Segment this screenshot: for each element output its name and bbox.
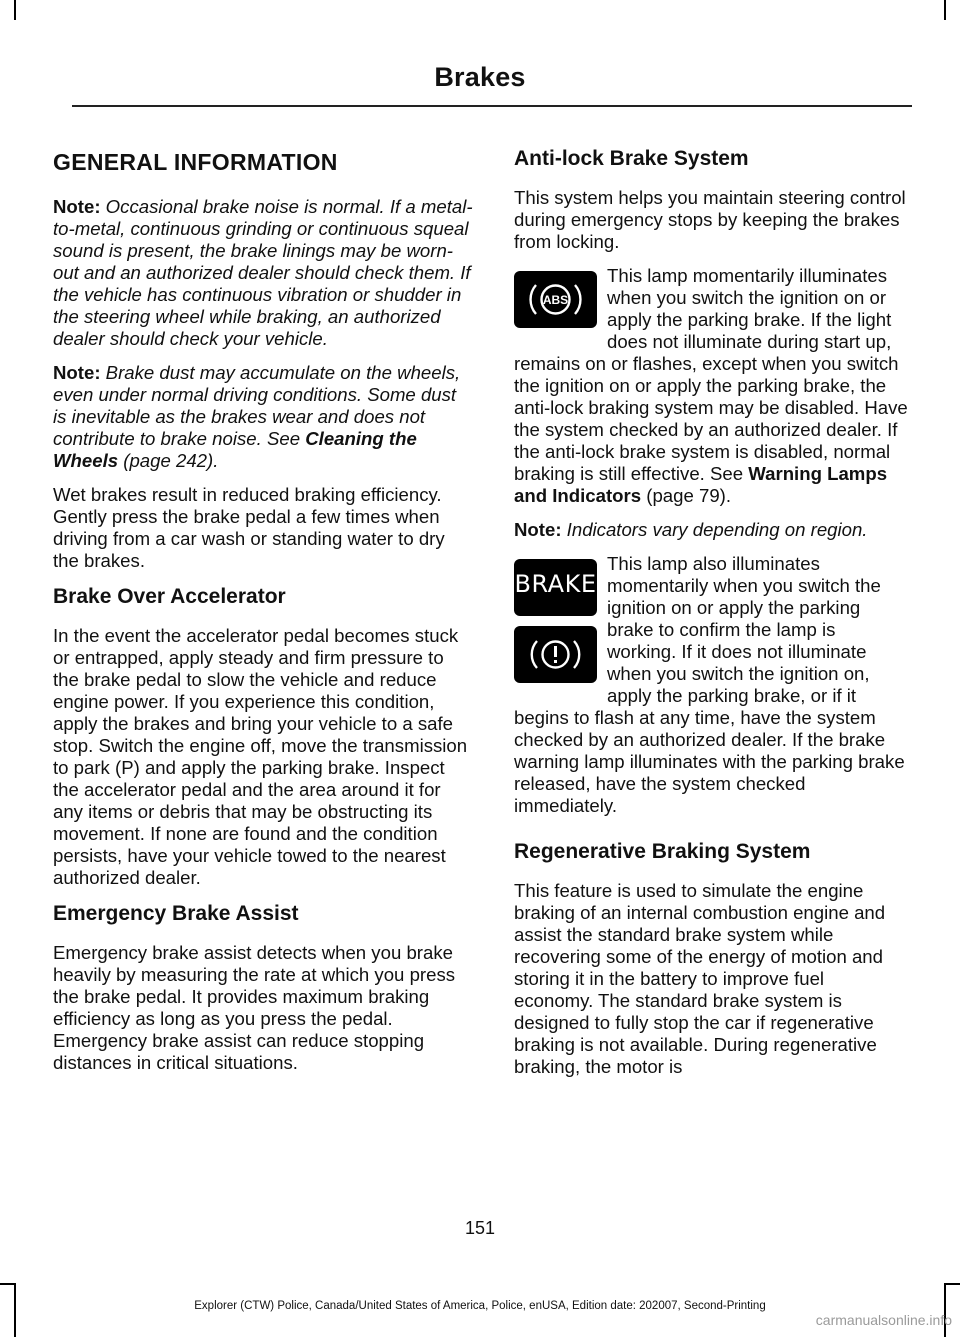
- note-text: Brake dust may accumulate on the wheels, even under normal driving conditions. Some dust is inevitable as the brakes wear and does not contribute to brake noise. See: [53, 362, 461, 449]
- brake-warning-lamp-icon: [514, 626, 597, 683]
- section-heading-general-information: GENERAL INFORMATION: [53, 149, 338, 175]
- paragraph-wet-brakes: Wet brakes result in reduced braking efficiency. Gently press the brake pedal a few times when driving from a car wash or standing water to dry the brakes.: [53, 484, 445, 571]
- brake-icon-label: BRAKE: [514, 570, 597, 598]
- paragraph-emergency-brake-assist: Emergency brake assist detects when you brake heavily by measuring the rate at which you press the brake pedal. It provides maximum braking efficiency as long as you press the pedal. Emergency brake assist can reduce stopping distances in critical situations.: [53, 942, 456, 1073]
- paragraph-brake-over-accelerator: In the event the accelerator pedal becomes stuck or entrapped, apply steady and firm pressure to the brake pedal to slow the vehicle and reduce engine power. If you experience this condition, apply the brakes and bring your vehicle to a safe stop. Switch the engine off, move the transmission to park (P) and apply the parking brake. Inspect the accelerator pedal and the area around it for any items or debris that may be obstructing its movement. If none are found and the condition persists, have your vehicle towed to the nearest authorized dealer.: [53, 625, 468, 888]
- header-divider: [72, 105, 912, 107]
- subheading-emergency-brake-assist: Emergency Brake Assist: [53, 902, 299, 925]
- note-text: Occasional brake noise is normal. If a metal-to-metal, continuous grinding or continuous squeal sound is present, the brake linings may be worn-out and an authorized dealer should check them. If the vehicle has continuous vibration or shudder in the steering wheel while braking, an authorized dealer should check your vehicle.: [53, 196, 473, 349]
- xref-page: (page 79).: [641, 485, 732, 506]
- note-indicators-vary: [514, 519, 908, 541]
- subheading-brake-over-accelerator: Brake Over Accelerator: [53, 585, 286, 608]
- note-label: Note:: [514, 519, 562, 540]
- page-title: Brakes: [434, 62, 526, 92]
- brake-lamp-icons: [514, 559, 597, 693]
- brake-lamp-block: [514, 553, 908, 817]
- note-brake-dust: [53, 362, 473, 472]
- link-warning-lamps-and-indicators[interactable]: Warning Lamps and Indicators: [514, 463, 888, 506]
- abs-lamp-graphic: [514, 271, 597, 328]
- footer-edition-info: Explorer (CTW) Police, Canada/United States of America, Police, enUSA, Edition date: 202007, Second-Printing: [194, 1300, 766, 1312]
- subheading-anti-lock-brake-system: Anti-lock Brake System: [514, 147, 749, 170]
- abs-warning-lamp-icon: [514, 271, 597, 328]
- note-label: Note:: [53, 196, 101, 217]
- watermark: carmanualsonline.info: [815, 1312, 952, 1328]
- paragraph-abs-intro: This system helps you maintain steering control during emergency stops by keeping the brakes from locking.: [514, 187, 906, 252]
- note-text: Indicators vary depending on region.: [561, 519, 868, 540]
- crop-mark-top-right: [944, 0, 946, 20]
- xref-page: (page 242).: [118, 450, 219, 471]
- abs-icon-label: ABS: [542, 293, 569, 307]
- paragraph-regenerative-braking: This feature is used to simulate the engine braking of an internal combustion engine and assist the standard brake system while recovering some of the energy of motion and storing it in the battery to improve fuel economy. The standard brake system is designed to fully stop the car if regenerative braking is not available. During regenerative braking, the motor is: [514, 880, 886, 1077]
- crop-mark-bottom-right: [944, 1283, 960, 1285]
- abs-lamp-block: [514, 265, 908, 507]
- left-column: [53, 140, 473, 1086]
- note-brake-noise: [53, 196, 473, 350]
- page-number: 151: [464, 1218, 496, 1238]
- brake-text-lamp-icon: [514, 559, 597, 616]
- brake-exclamation-graphic: [514, 626, 597, 683]
- abs-lamp-text: This lamp momentarily illuminates when you switch the ignition on or apply the parking brake. If the light does not illuminate during start up, remains on or flashes, except when you switch the ignition on or apply the parking brake, the anti-lock braking system may be disabled. Have the system checked by an authorized dealer. If the anti-lock brake system is disabled, normal braking is still effective. See: [514, 265, 908, 484]
- crop-mark-top-left: [14, 0, 16, 20]
- link-cleaning-the-wheels[interactable]: Cleaning the Wheels: [53, 428, 417, 471]
- subheading-regenerative-braking: Regenerative Braking System: [514, 840, 811, 863]
- paragraph-brake-lamp: This lamp also illuminates momentarily when you switch the ignition on or apply the parking brake to confirm the lamp is working. If it does not illuminate when you switch the ignition on, apply the parking brake, or if it begins to flash at any time, have the system checked by an authorized dealer. If the brake warning lamp illuminates with the parking brake released, have the system checked immediately.: [514, 553, 905, 816]
- right-column: [514, 140, 908, 1090]
- note-label: Note:: [53, 362, 101, 383]
